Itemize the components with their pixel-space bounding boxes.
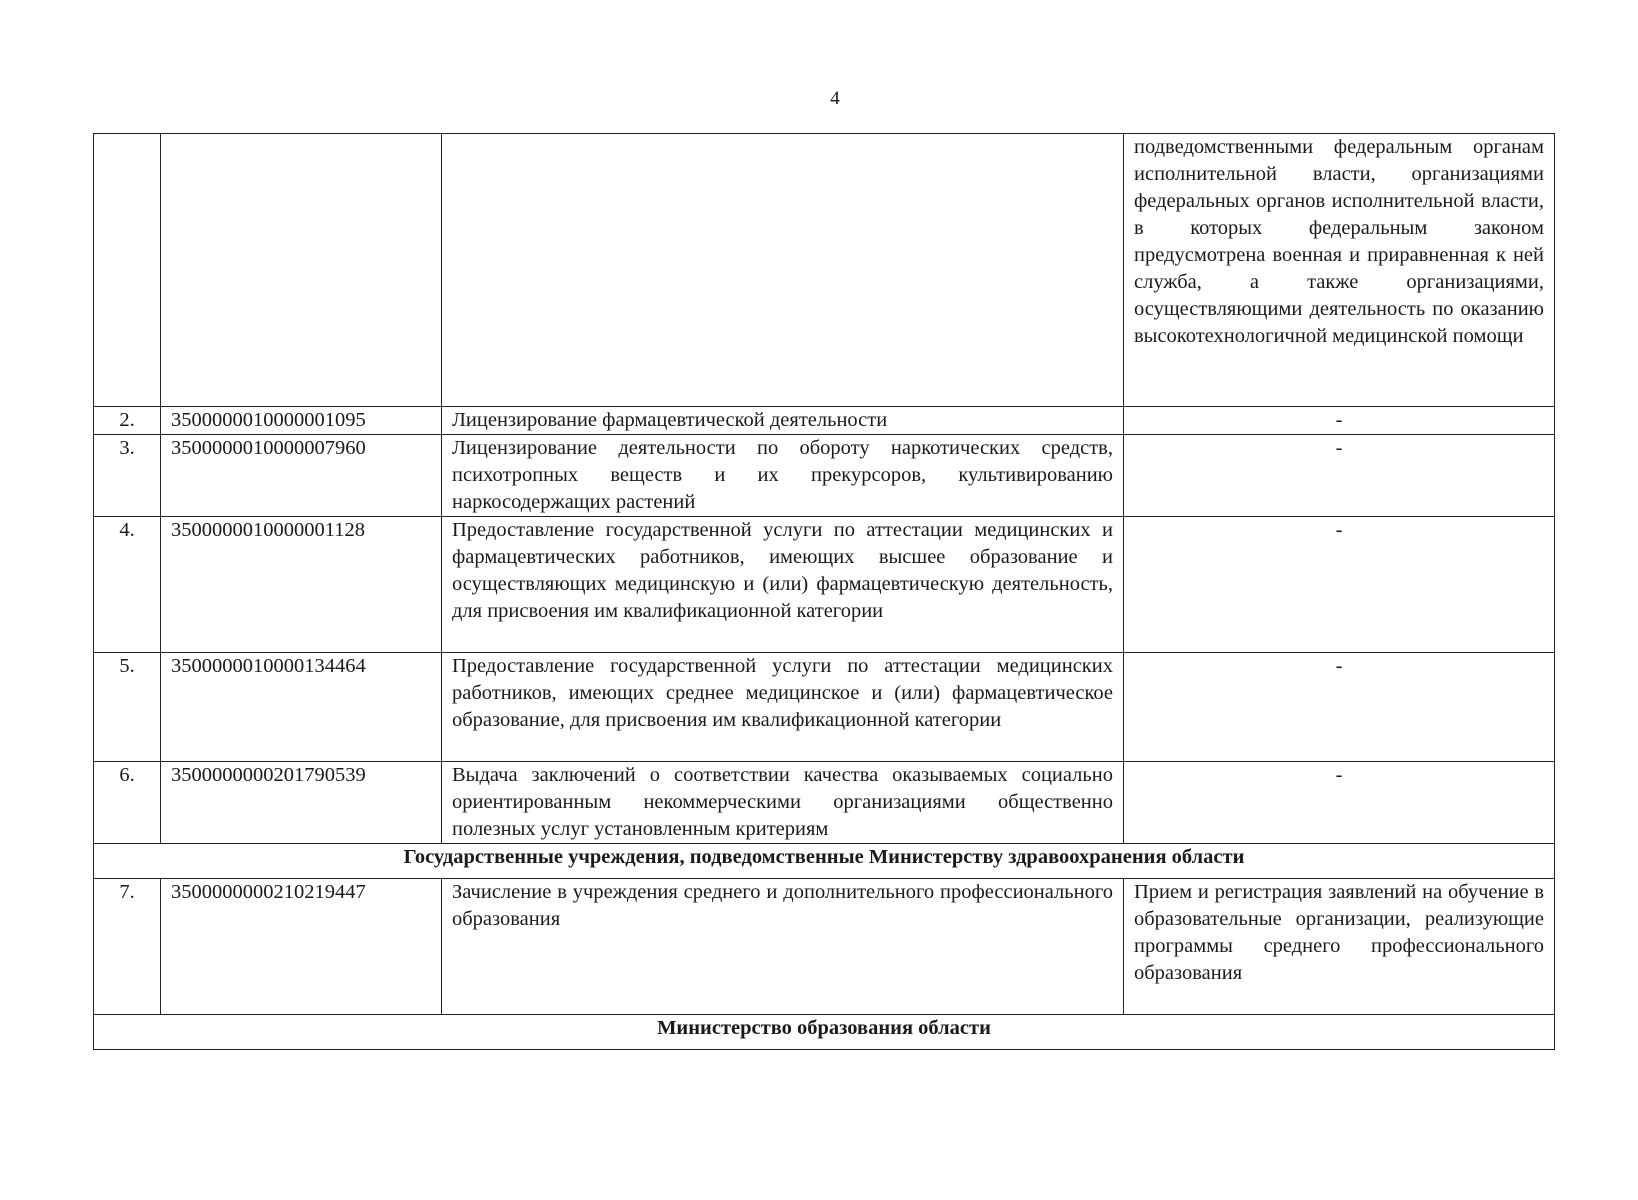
row-code: 3500000010000001128 — [161, 517, 442, 653]
row-code: 3500000010000001095 — [161, 407, 442, 435]
row-note: - — [1124, 762, 1555, 844]
row-service-name: Лицензирование фармацевтической деятельности — [442, 407, 1124, 435]
row-service-name: Предоставление государственной услуги по аттестации медицинских и фармацевтических работников, имеющих высшее образование и осуществляющих медицинскую и (или) фармацевтическую деятельность, для присвоения им квалификационной категории — [442, 517, 1124, 653]
row-code: 3500000010000134464 — [161, 653, 442, 762]
row-name-cell — [442, 134, 1124, 407]
row-code: 3500000010000007960 — [161, 435, 442, 517]
table-row — [94, 879, 1555, 1015]
table-row — [94, 435, 1555, 517]
services-table — [93, 133, 1555, 1050]
table-row — [94, 407, 1555, 435]
section-header-row — [94, 844, 1555, 879]
row-number: 7. — [94, 879, 161, 1015]
row-note: - — [1124, 407, 1555, 435]
row-code: 3500000000210219447 — [161, 879, 442, 1015]
row-note-cell: подведомственными федеральным органам исполнительной власти, организациями федеральных органов исполнительной власти, в которых федеральным законом предусмотрена военная и приравненная к ней служба, а также организациями, осуществляющими деятельность по оказанию высокотехнологичной медицинской помощи — [1124, 134, 1555, 407]
row-number-cell — [94, 134, 161, 407]
row-service-name: Зачисление в учреждения среднего и дополнительного профессионального образования — [442, 879, 1124, 1015]
page-number: 4 — [830, 88, 840, 109]
row-note: Прием и регистрация заявлений на обучение в образовательные организации, реализующие программы среднего профессионального образования — [1124, 879, 1555, 1015]
table-row-continued — [94, 134, 1555, 407]
row-number: 2. — [94, 407, 161, 435]
section-heading-education-ministry: Министерство образования области — [94, 1015, 1555, 1050]
row-number: 6. — [94, 762, 161, 844]
section-header-row — [94, 1015, 1555, 1050]
row-number: 3. — [94, 435, 161, 517]
row-note: - — [1124, 517, 1555, 653]
row-service-name: Выдача заключений о соответствии качества оказываемых социально ориентированным некоммерческими организациями общественно полезных услуг установленным критериям — [442, 762, 1124, 844]
table-row — [94, 762, 1555, 844]
row-service-name: Предоставление государственной услуги по аттестации медицинских работников, имеющих среднее медицинское и (или) фармацевтическое образование, для присвоения им квалификационной категории — [442, 653, 1124, 762]
table-row — [94, 517, 1555, 653]
row-number: 4. — [94, 517, 161, 653]
row-code-cell — [161, 134, 442, 407]
table-row — [94, 653, 1555, 762]
row-note: - — [1124, 653, 1555, 762]
row-code: 3500000000201790539 — [161, 762, 442, 844]
row-service-name: Лицензирование деятельности по обороту наркотических средств, психотропных веществ и их прекурсоров, культивированию наркосодержащих растений — [442, 435, 1124, 517]
row-number: 5. — [94, 653, 161, 762]
row-note: - — [1124, 435, 1555, 517]
section-heading-health-institutions: Государственные учреждения, подведомственные Министерству здравоохранения области — [94, 844, 1555, 879]
